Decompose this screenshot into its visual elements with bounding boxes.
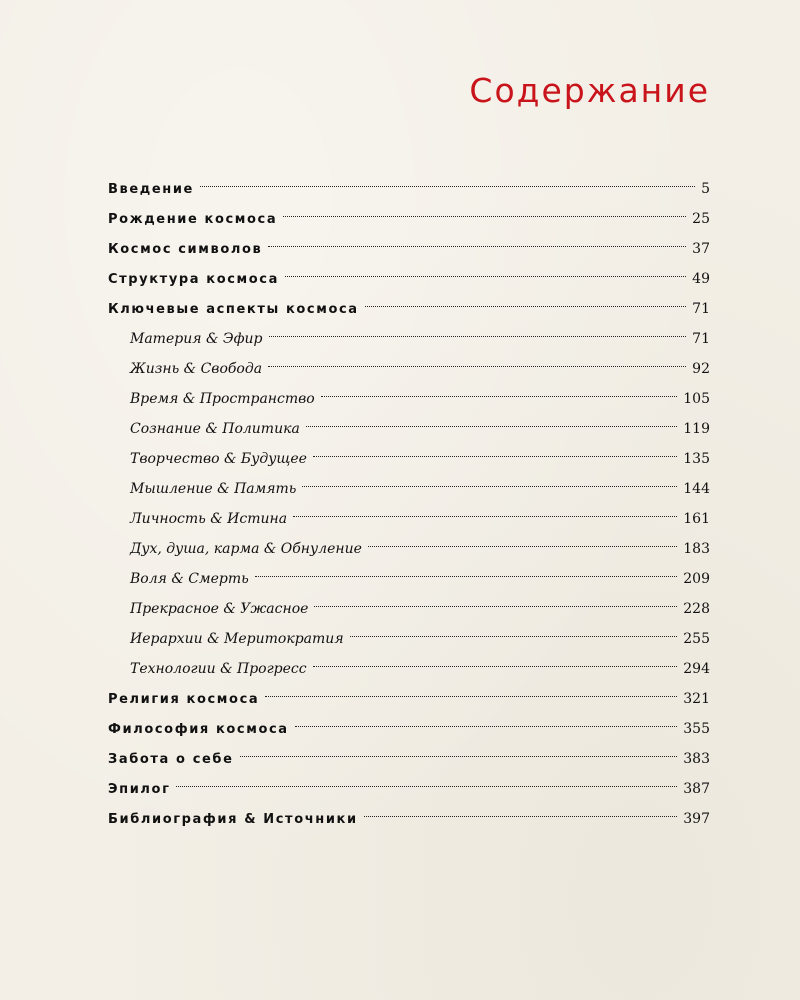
toc-entry-label: Забота о себе xyxy=(108,752,234,767)
dot-leader xyxy=(265,696,677,697)
toc-subentry[interactable] xyxy=(108,624,710,654)
dot-leader xyxy=(368,546,677,547)
toc-page-number: 397 xyxy=(683,811,710,827)
toc-entry-label: Личность & Истина xyxy=(130,511,288,527)
toc-entry[interactable] xyxy=(108,174,710,204)
toc-page-number: 228 xyxy=(683,601,710,617)
toc-entry[interactable] xyxy=(108,684,710,714)
toc-entry-label: Иерархии & Меритократия xyxy=(130,631,344,647)
toc-page-number: 49 xyxy=(692,271,710,287)
toc-entry-label: Технологии & Прогресс xyxy=(130,661,307,677)
toc-page-number: 105 xyxy=(683,391,710,407)
toc-entry[interactable] xyxy=(108,744,710,774)
dot-leader xyxy=(321,396,678,397)
toc-entry-label: Материя & Эфир xyxy=(130,331,263,347)
toc-subentry[interactable] xyxy=(108,384,710,414)
toc-subentry[interactable] xyxy=(108,444,710,474)
toc-page-number: 71 xyxy=(692,331,710,347)
toc-entry-label: Библиография & Источники xyxy=(108,812,358,827)
toc-subentry[interactable] xyxy=(108,534,710,564)
dot-leader xyxy=(313,456,677,457)
toc-subentry[interactable] xyxy=(108,654,710,684)
toc-subentry[interactable] xyxy=(108,354,710,384)
dot-leader xyxy=(283,216,686,217)
toc-entry-label: Религия космоса xyxy=(108,692,260,707)
toc-page-number: 135 xyxy=(683,451,710,467)
dot-leader xyxy=(295,726,678,727)
dot-leader xyxy=(269,336,687,337)
toc-entry-label: Прекрасное & Ужасное xyxy=(130,601,309,617)
dot-leader xyxy=(314,606,677,607)
toc-entry[interactable] xyxy=(108,264,710,294)
toc-page-number: 144 xyxy=(683,481,710,497)
dot-leader xyxy=(364,816,678,817)
table-of-contents xyxy=(108,174,710,834)
toc-subentry[interactable] xyxy=(108,324,710,354)
dot-leader xyxy=(302,486,677,487)
toc-entry-label: Философия космоса xyxy=(108,722,289,737)
toc-page-number: 294 xyxy=(683,661,710,677)
toc-entry[interactable] xyxy=(108,804,710,834)
toc-page-number: 71 xyxy=(692,301,710,317)
toc-entry[interactable] xyxy=(108,234,710,264)
toc-entry-label: Время & Пространство xyxy=(130,391,315,407)
page-title: Содержание xyxy=(469,71,710,110)
toc-entry-label: Космос символов xyxy=(108,242,263,257)
toc-page-number: 321 xyxy=(683,691,710,707)
toc-page-number: 383 xyxy=(683,751,710,767)
toc-page-number: 355 xyxy=(683,721,710,737)
toc-subentry[interactable] xyxy=(108,564,710,594)
toc-subentry[interactable] xyxy=(108,504,710,534)
toc-page-number: 255 xyxy=(683,631,710,647)
toc-entry-label: Сознание & Политика xyxy=(130,421,300,437)
dot-leader xyxy=(285,276,686,277)
toc-entry-label: Введение xyxy=(108,182,194,197)
toc-entry[interactable] xyxy=(108,774,710,804)
toc-entry-label: Жизнь & Свобода xyxy=(130,361,263,377)
toc-entry-label: Творчество & Будущее xyxy=(130,451,307,467)
dot-leader xyxy=(313,666,678,667)
toc-page-number: 387 xyxy=(683,781,710,797)
toc-subentry[interactable] xyxy=(108,414,710,444)
dot-leader xyxy=(240,756,678,757)
dot-leader xyxy=(200,186,695,187)
dot-leader xyxy=(268,366,686,367)
toc-entry-label: Структура космоса xyxy=(108,272,279,287)
toc-entry-label: Эпилог xyxy=(108,782,171,797)
toc-page-number: 92 xyxy=(692,361,710,377)
toc-subentry[interactable] xyxy=(108,594,710,624)
dot-leader xyxy=(268,246,686,247)
dot-leader xyxy=(293,516,677,517)
toc-page-number: 119 xyxy=(683,421,710,437)
dot-leader xyxy=(176,786,677,787)
toc-entry[interactable] xyxy=(108,204,710,234)
toc-page-number: 183 xyxy=(683,541,710,557)
toc-entry-label: Ключевые аспекты космоса xyxy=(108,302,359,317)
dot-leader xyxy=(306,426,677,427)
toc-entry[interactable] xyxy=(108,294,710,324)
dot-leader xyxy=(350,636,678,637)
toc-entry-label: Воля & Смерть xyxy=(130,571,249,587)
toc-entry[interactable] xyxy=(108,714,710,744)
toc-page-number: 37 xyxy=(692,241,710,257)
dot-leader xyxy=(365,306,687,307)
toc-page-number: 25 xyxy=(692,211,710,227)
dot-leader xyxy=(255,576,678,577)
toc-entry-label: Рождение космоса xyxy=(108,212,278,227)
toc-entry-label: Мышление & Память xyxy=(130,481,297,497)
toc-page-number: 5 xyxy=(701,181,710,197)
toc-page-number: 161 xyxy=(683,511,710,527)
toc-subentry[interactable] xyxy=(108,474,710,504)
toc-entry-label: Дух, душа, карма & Обнуление xyxy=(130,541,362,557)
toc-page-number: 209 xyxy=(683,571,710,587)
